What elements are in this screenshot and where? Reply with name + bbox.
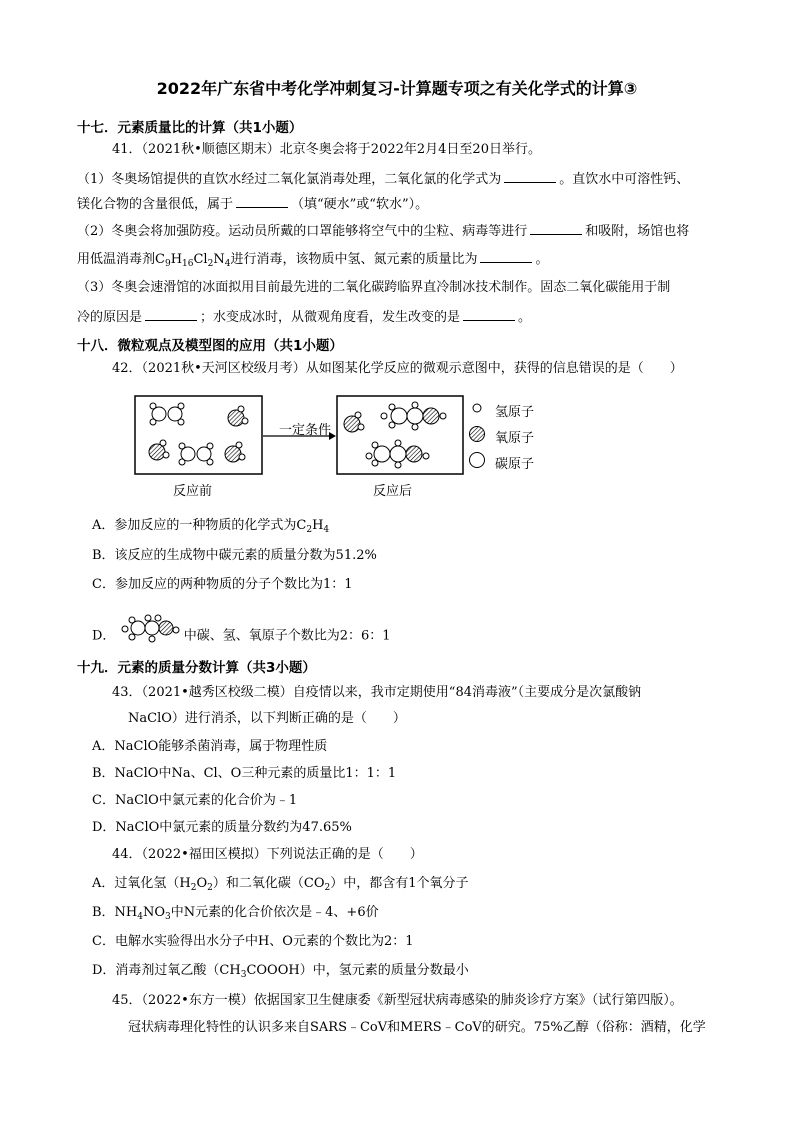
ethanol-molecule-1 xyxy=(381,402,446,430)
before-label: 反应前 xyxy=(173,484,213,499)
answer-blank[interactable] xyxy=(236,195,288,208)
q43-option-b[interactable]: B．NaClO中Na、Cl、O三种元素的质量比1：1：1 xyxy=(92,766,397,781)
q44-option-d[interactable]: D．消毒剂过氧乙酸$(CH_3COOOH)$中，氢元素的质量分数最小 xyxy=(92,963,469,980)
reaction-diagram xyxy=(133,394,563,504)
q41-part1-line1: （1）冬奥场馆提供的直饮水经过二氧化氯消毒处理，二氧化氯的化学式为 。直饮水中可溶性钙、 xyxy=(77,172,690,187)
q42-option-c[interactable]: C．参加反应的两种物质的分子个数比为1：1 xyxy=(92,577,353,592)
carbon-legend-icon xyxy=(470,453,485,468)
q43-option-a[interactable]: A．NaClO能够杀菌消毒，属于物理性质 xyxy=(92,739,328,754)
section-heading-18: 十八．微粒观点及模型图的应用（共1小题） xyxy=(77,338,343,354)
legend-oxygen: 氧原子 xyxy=(495,431,535,446)
q43-stem-line2: NaClO）进行消杀，以下判断正确的是（ ） xyxy=(128,711,406,726)
ethanol-molecule-2 xyxy=(366,440,429,468)
answer-blank[interactable] xyxy=(480,250,532,263)
q43-option-d[interactable]: D．NaClO中氯元素的质量分数约为47.65% xyxy=(92,820,352,835)
answer-blank[interactable] xyxy=(463,308,515,321)
q42-stem: 42．（2021秋•天河区校级月考）从如图某化学反应的微观示意图中，获得的信息错误的是（ ） xyxy=(112,361,683,376)
water-molecule-3 xyxy=(225,442,245,462)
q41-stem: 41．（2021秋•顺德区期末）北京冬奥会将于2022年2月4日至20日举行。 xyxy=(112,142,541,157)
q44-option-a[interactable]: A．过氧化氢$(H_2O_2)$和二氧化碳$(CO_2)$中，都含有1个氧分子 xyxy=(92,876,469,893)
legend-hydrogen: 氢原子 xyxy=(495,405,535,420)
answer-blank[interactable] xyxy=(530,222,582,235)
section-heading-19: 十九．元素的质量分数计算（共3小题） xyxy=(77,660,316,676)
q45-stem-line1: 45．（2022•东方一模）依据国家卫生健康委《新型冠状病毒感染的肺炎诊疗方案》（试行第四版）。 xyxy=(112,993,683,1008)
q41-part3-line1: （3）冬奥会速滑馆的冰面拟用目前最先进的二氧化碳跨临界直冷制冰技术制作。固态二氧化碳能用于制 xyxy=(77,280,671,295)
section-heading-17: 十七．元素质量比的计算（共1小题） xyxy=(77,120,303,136)
q42-option-a[interactable]: A．参加反应的一种物质的化学式为$C_2H_4$ xyxy=(92,518,330,535)
water-molecule-1 xyxy=(228,406,248,426)
q44-option-b[interactable]: B．$NH_4NO_3$中N元素的化合价依次是﹣4、+6价 xyxy=(92,905,379,922)
ethylene-molecule-1 xyxy=(150,403,184,425)
q44-stem: 44．（2022•福田区模拟）下列说法正确的是（ ） xyxy=(112,847,423,862)
q43-option-c[interactable]: C．NaClO中氯元素的化合价为﹣1 xyxy=(92,793,298,808)
q42-option-d[interactable]: D． 中碳、氢、氧原子个数比为2：6：1 xyxy=(92,628,391,645)
q41-part1-line2: 镁化合物的含量很低，属于 （填“硬水”或“软水”）。 xyxy=(77,197,429,212)
page-title: 2022年广东省中考化学冲刺复习-计算题专项之有关化学式的计算③ xyxy=(156,79,638,98)
q45-stem-line2: 冠状病毒理化特性的认识多来自SARS﹣CoV和MERS﹣CoV的研究。75%乙醇（俗称：酒精，化学 xyxy=(128,1020,706,1035)
q42-option-b[interactable]: B．该反应的生成物中碳元素的质量分数为51.2% xyxy=(92,548,377,563)
answer-blank[interactable] xyxy=(504,170,556,183)
water-molecule-remaining xyxy=(344,412,364,432)
q41-part3-line2: 冷的原因是 ；水变成冰时，从微观角度看，发生改变的是 。 xyxy=(77,310,532,325)
q43-stem-line1: 43．（2021•越秀区校级二模）自疫情以来，我市定期使用“84消毒液”（主要成分是次氯酸钠 xyxy=(112,685,642,700)
after-label: 反应后 xyxy=(373,484,413,499)
q41-part2-line2: 用低温消毒剂$C_9H_{16}Cl_2N_4$进行消毒，该物质中氢、氮元素的质量比为 。 xyxy=(77,252,549,269)
answer-blank[interactable] xyxy=(145,308,197,321)
water-molecule-2 xyxy=(149,440,169,460)
ethanol-molecule-icon xyxy=(120,628,180,644)
q44-option-c[interactable]: C．电解水实验得出水分子中H、O元素的个数比为2：1 xyxy=(92,934,414,949)
q41-part2-line1: （2）冬奥会将加强防疫。运动员所戴的口罩能够将空气中的尘粒、病毒等进行 和吸附，场馆也将 xyxy=(77,224,690,239)
oxygen-legend-icon xyxy=(470,427,485,442)
hydrogen-legend-icon xyxy=(473,404,481,412)
legend-carbon: 碳原子 xyxy=(495,457,535,472)
arrow-label: 一定条件 xyxy=(279,423,332,438)
ethylene-molecule-2 xyxy=(179,443,213,465)
